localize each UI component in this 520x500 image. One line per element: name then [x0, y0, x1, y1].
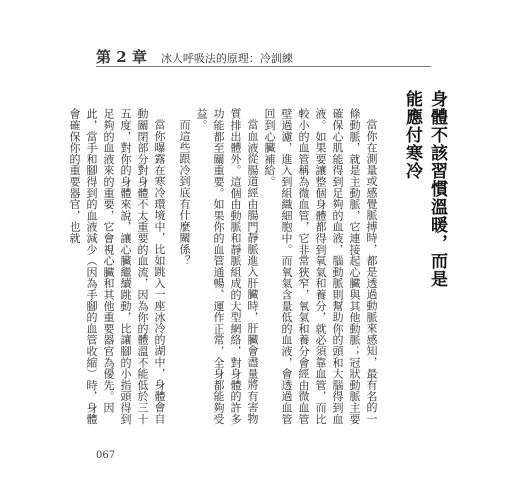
header-rule [96, 66, 431, 67]
paragraph: 而這些跟冷到底有什麼關係？ [178, 119, 191, 266]
chapter-label [96, 46, 147, 67]
paragraph: 當你在測量或感覺脈搏時，都是透過動脈來感知，最有名的一條動脈，就是主動脈，它連接起心臟與其他動脈；冠狀動脈主要確保心肌能得到足夠的血液，腦動脈則幫助你的頭和大腦得到血液。如果要讓整個身體都得到氧氣和養分，就必須靠血管，而比較小的血管稱為微血管，它非常狹窄，氧氣和養分會經由微血管壁過濾，進入到組織細胞中。而氧氣含量低的血液，會透過血管回到心臟補給。 [263, 108, 378, 425]
body-text [68, 108, 380, 426]
chapter-prefix: 第 [96, 48, 112, 66]
chapter-suffix: 章 [131, 48, 147, 66]
paragraph: 當你曝露在寒冷環境中，比如跳入一座冰冷的湖中，身體會自動關閉部分對身體不太重要的血流，因為你的體溫不能低於三十五度，對你的身體來說，讓心臟繼續跳動，比讓腳的小指頭得到足夠的血液來的重要，它會視心臟和其他重要器官為優先。因此，當手和腳得到的血液減少（因為手腳的血管收縮）時，身體會確保你的重要器官，也就 [68, 108, 166, 425]
paragraph: 當血液從腸道經由腸門靜脈進入肝臟時，肝臟會盡量將有害物質排出體外。這個由動脈和靜脈組成的大型網絡，對身體的許多功能都至關重要。如果你的血管通暢、運作正常，全身都能夠受益。 [195, 108, 259, 425]
chapter-number: 2 [116, 48, 127, 66]
running-head [96, 46, 293, 67]
chapter-title: 冰人呼吸法的原理：冷訓練 [160, 52, 293, 65]
page-number: 067 [96, 450, 116, 461]
section-title: 身體不該習慣溫暖，而是能應付寒冷 [402, 90, 447, 288]
